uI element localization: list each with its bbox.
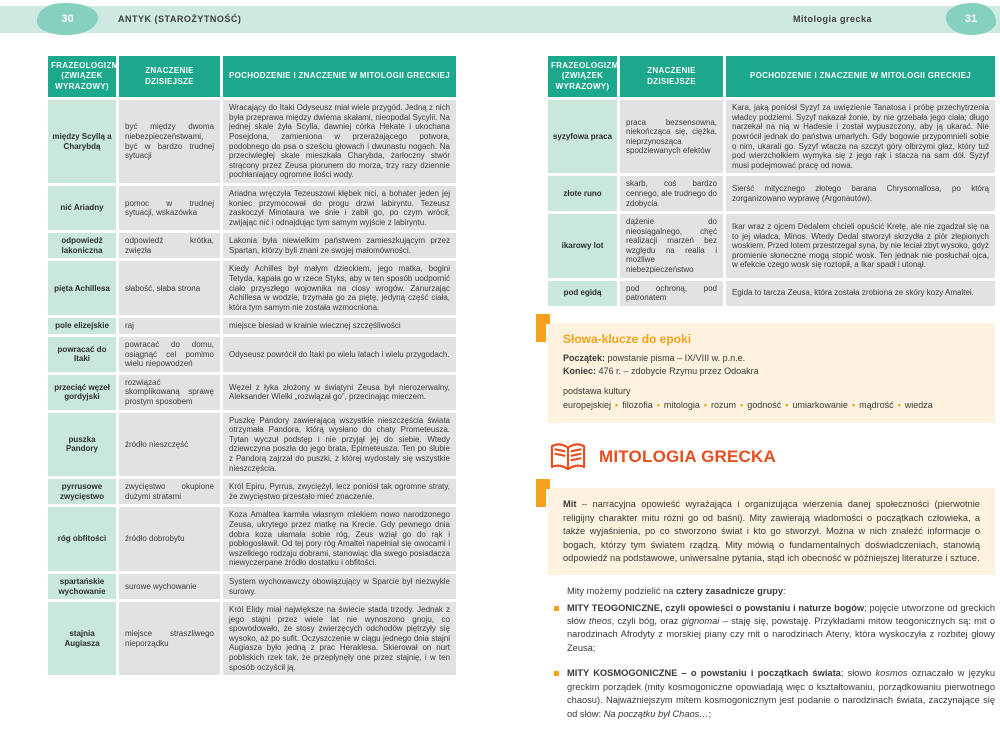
epoch-end-line [563,365,980,377]
start-label: Początek: [563,352,606,363]
table-row [48,375,456,410]
term-cell: ikarowy lot [548,214,620,278]
meaning-cell: dążenie do nieosiągalnego, chęć realizacji marzeń bez względu na realia i możliwe niebezpieczeństwo [620,214,726,278]
group-italic-term: gignomai [681,615,720,626]
term-cell: przeciąć węzeł gordyjski [48,375,119,410]
term-cell: złote runo [548,176,620,211]
table-header-row [548,56,995,97]
page-right [548,53,995,733]
corner-bracket-icon [536,479,550,507]
origin-cell: Kiedy Achilles był małym dzieckiem, jego matka, bogini Tetyda, kąpała go w rzece Styks, aby w ten sposób uodpornić ciało przyszłego wojownika na ciosy wrogów. Zanurzając Achillesa w wodzie, trzymała go za piętę, jedyną część ciała, która tym samym nie została wzmocniona. [223,261,456,315]
term-cell: spartańskie wychowanie [48,574,119,599]
bullet-separator-icon: • [785,399,789,410]
definition-box [548,488,995,575]
bullet-separator-icon: • [897,399,901,410]
keyword: mądrość [859,399,894,410]
origin-cell: miejsce biesiad w krainie wiecznej szczęśliwości [223,318,456,334]
term-cell: róg obfitości [48,507,119,571]
origin-cell: Odyseusz powrócił do Itaki po wielu latach i wielu przygodach. [223,337,456,372]
group-text: , czyli bóg, oraz [611,615,682,626]
group-text: ; pojęcie utworzone od greckich słów [567,602,995,626]
groups-intro-bold: cztery zasadnicze grupy [676,586,783,597]
keywords-box-title: Słowa-klucze do epoki [563,331,692,346]
end-text: 476 r. – zdobycie Rzymu przez Odoakra [598,366,759,376]
column-header: ZNACZENIE DZISIEJSZE [620,56,726,97]
groups-intro [567,585,995,598]
group-italic-term: kosmos [875,668,908,679]
meaning-cell: pomoc w trudnej sytuacji, wskazówka [119,186,223,230]
group-text: ; [708,708,712,719]
column-header: POCHODZENIE I ZNACZENIE W MITOLOGII GRECKIEJ [223,56,456,97]
running-head-right: Mitologia grecka [792,14,872,24]
meaning-cell: być między dwoma niebezpieczeństwami, być w bardzo trudnej sytuacji [119,100,223,183]
chapter-title: ANTYK (STAROŻYTNOŚĆ) [118,14,242,24]
term-cell: pyrrusowe zwycięstwo [48,479,119,504]
term-cell: między Scyllą a Charybdą [48,100,119,183]
meaning-cell: zwycięstwo okupione dużymi stratami [119,479,223,504]
groups-intro-prefix: Mity możemy podzielić na [567,586,677,597]
origin-cell: Wracający do Itaki Odyseusz miał wiele przygód. Jedną z nich była przeprawa między dwiema skałami, nieopodal Sycylii. Na jednej skale żyła Scylla, dawniej córka Hekate i ukochana Posejdona, zamieniona w przerażającego potwora, podobnego do psa o sześciu głowach i dwunastu nogach. Na przeciwległej skale mieszkała Charybda, żarłoczny stwór strącony przez Zeusa piorunem do morza, trzy razy dziennie pochłaniający ogromne ilości wody. [223,100,456,183]
origin-cell: Król Epiru, Pyrrus, zwyciężył, lecz poniósł tak ogromne straty, że zwycięstwo przestało mieć znaczenie. [223,479,456,504]
myth-group-theogonic [567,602,995,656]
epoch-start-line [563,352,980,364]
table-row [48,413,456,477]
group-text: – staję się, powstaję. Przykładami mitów teogonicznych są: mit o narodzinach Afrodyty z morskiej piany czy mit o narodzinach Ateny, która wyskoczyła z rozbitej głowy Zeusa; [567,615,996,653]
group-text: oznaczało w języku greckim porządek (mity kosmogoniczne opowiadają więc o kształtowaniu, porządkowaniu pierwotnego chaosu). Najważniejszym mitem kosmogonicznym jest podanie o narodzinach świata, zaczynające się od słów: [567,668,995,719]
origin-cell: Koza Amaltea karmiła własnym mlekiem nowo narodzonego Zeusa, ukrytego przez matkę na Krecie. Gdy pewnego dnia dobra koza ułamała sobie róg, Zeus wziął go do rąk i pobłogosławił. Od tej pory róg Amaltei napełniał się owocami i wszelkiego rodzaju dobrami, stanowiąc dla swego posiadacza niewyczerpane źródło dostatku i obfitości. [223,507,456,571]
bullet-separator-icon: • [851,399,856,410]
table-row [48,337,456,372]
meaning-cell: odpowiedź krótka, zwięzła [119,233,223,258]
term-cell: pod egidą [548,281,620,306]
open-book-icon [548,440,588,474]
origin-cell: Kara, jaką poniósł Syzyf za uwięzienie Tanatosa i próbę przechytrzenia władcy podziemi. Syzyf nakazał żonie, by nie grzebała jego ciała; długo narzekał na nią w Hadesie i został wypuszczony, aby ją ukarać. Nie powrócił jednak do państwa umarłych. Gdy bogowie przypomnieli sobie o nim, ukarali go. Syzyf wtacza na szczyt góry olbrzymi głaz, który tuż pod wierzchołkiem wymyka się z jego rąk i stacza na sam dół. Syzyf musi podejmować pracę od nowa. [726,100,995,173]
bullet-separator-icon: • [656,399,660,410]
meaning-cell: surowe wychowanie [119,574,223,599]
term-cell: powracać do Itaki [48,337,119,372]
group-bold-lead: MITY KOSMOGONICZNE – o powstaniu i początkach świata [567,668,841,679]
table-row [48,100,456,183]
table-row [48,507,456,571]
keywords-box [548,323,995,423]
column-header: FRAZEOLOGIZM (ZWIĄZEK WYRAZOWY) [548,56,620,97]
groups-intro-suffix: : [783,586,786,597]
meaning-cell: powracać do domu, osiągnąć cel pomimo wielu niepowodzeń [119,337,223,372]
keyword: mitologia [663,399,700,410]
column-header: POCHODZENIE I ZNACZENIE W MITOLOGII GRECKIEJ [726,56,995,97]
origin-cell: System wychowawczy obowiązujący w Sparcie był niezwykle surowy. [223,574,456,599]
keyword: godność [747,399,782,410]
group-bold-lead: MITY TEOGONICZNE, czyli opowieści o powstaniu i naturze bogów [567,602,865,613]
term-cell: pole elizejskie [48,318,119,334]
bullet-separator-icon: • [703,399,708,410]
keywords-list [563,385,980,412]
corner-bracket-icon [536,314,550,342]
meaning-cell: raj [119,318,223,334]
meaning-cell: pod ochroną, pod patronatem [620,281,726,306]
group-text: ; słowo [840,668,876,679]
phraseology-table-right [548,53,995,309]
keyword: podstawa kultury europejskiej [563,386,631,410]
origin-cell: Lakonia była niewielkim państwem zamieszkującym przez Spartan, którzy byli znani ze swojej małomówności. [223,233,456,258]
myth-group-cosmogonic [567,667,995,721]
term-cell: odpowiedź lakoniczna [48,233,119,258]
myth-groups-list [548,602,995,722]
table-row [548,214,995,278]
group-italic-term: Na początku był Chaos… [603,708,709,719]
origin-cell: Egida to tarcza Zeusa, która została zrobiona ze skóry kozy Amaltei. [726,281,995,306]
table-row [48,602,456,675]
meaning-cell: praca bezsensowna, niekończąca się, ciężka, nieprzynosząca spodziewanych efektów [620,100,726,173]
term-cell: puszka Pandory [48,413,119,477]
table-row [548,281,995,306]
phraseology-table-left [48,53,456,678]
origin-cell: Puszkę Pandory zawierającą wszystkie nieszczęścia świata otrzymała Pandora, którą wysłano do chaty Prometeusza. Tytan wyczuł podstęp i nie przyjął jej do siebie. Wtedy dziewczyna poszła do jego brata, Epimeteusza. Ten po ślubie z Pandorą zajrzał do puszki, z której wydostały się wszystkie nieszczęścia. [223,413,456,477]
table-row [548,176,995,211]
definition-term: Mit [563,499,577,510]
table-row [48,318,456,334]
table-row [48,186,456,230]
term-cell: pięta Achillesa [48,261,119,315]
origin-cell: Węzeł z łyka złożony w świątyni Zeusa był nierozerwalny, Aleksander Wielki „rozwiązał go”, przecinając mieczem. [223,375,456,410]
page-header-band [0,6,1000,33]
origin-cell: Ariadna wręczyła Tezeuszowi kłębek nici, a bohater jeden jej koniec przymocował do progu drzwi labiryntu. Tezeusz zaskoczył Minotaura we śnie i zabił go, po czym wrócił, zwijając nić i odnajdując tym samym wyjście z labiryntu. [223,186,456,230]
keyword: wiedza [904,399,933,410]
table-row [48,574,456,599]
bullet-separator-icon: • [740,399,744,410]
page-left [48,53,456,678]
meaning-cell: rozwiązać skomplikowaną sprawę prostym sposobem [119,375,223,410]
meaning-cell: źródło nieszczęść [119,413,223,477]
origin-cell: Ikar wraz z ojcem Dedalem chcieli opuścić Kretę, ale nie zgadzał się na to jej władca, Minos. Wtedy Dedal stworzył skrzydła z piór zlepionych woskiem. Przed lotem przestrzegał syna, by nie leciał zbyt wysoko, gdyż promienie słoneczne mogą stopić wosk. Ten jednak nie posłuchał ojca, w efekcie czego wosk się roztopił, a Ikar spadł i utonął. [726,214,995,278]
meaning-cell: słabość, słaba strona [119,261,223,315]
term-cell: nić Ariadny [48,186,119,230]
keyword: filozofia [622,399,653,410]
section-title: MITOLOGIA GRECKA [599,447,776,467]
term-cell: syzyfowa praca [548,100,620,173]
end-label: Koniec: [563,366,597,376]
table-row [548,100,995,173]
table-row [48,479,456,504]
meaning-cell: skarb, coś bardzo cennego, ale trudnego do zdobycia [620,176,726,211]
origin-cell: Król Elidy miał największe na świecie stada trzody. Jednak z jego stajni przez wiele lat nie wynoszono gnoju, co spowodowało, że stosy zwierzęcych odchodów piętrzyły się wysoko, aż po sufit. Oczyszczenie w ciągu jednego dnia stajni Augiasza było jedną z prac Heraklesa. Skierował on nurt pobliskich rzek tak, że przepłynęły one przez stajnię, i w ten sposób oczyścił ją. [223,602,456,675]
origin-cell: Sierść mitycznego złotego barana Chrysomallosa, po którą zorganizowano wyprawę (Argonautów). [726,176,995,211]
section-heading [548,440,995,474]
column-header: ZNACZENIE DZISIEJSZE [119,56,223,97]
table-header-row [48,56,456,97]
table-row [48,233,456,258]
keyword: rozum [711,399,737,410]
group-italic-term: theos [588,615,612,626]
term-cell: stajnia Augiasza [48,602,119,675]
meaning-cell: źródło dobrobytu [119,507,223,571]
meaning-cell: miejsce straszliwego nieporządku [119,602,223,675]
page-number-left: 30 [37,3,98,35]
table-row [48,261,456,315]
column-header: FRAZEOLOGIZM (ZWIĄZEK WYRAZOWY) [48,56,119,97]
start-text: powstanie pisma – IX/VIII w. p.n.e. [607,352,746,363]
keyword: umiarkowanie [792,399,848,410]
definition-text: – narracyjna opowieść wyrażająca i organizująca wierzenia danej społeczności (pierwotnie religijny charakter mitu różni go od baśni). Mity zawierają wiadomości o początkach człowieka, a także wyjaśnienia, po co stworzono świat i kto go stworzył. Można w nich znaleźć informacje o bogach, którzy tym światem rządzą. Mity mówią o fundamentalnych doświadczeniach, stanowią odpowiedź na podstawowe, uniwersalne pytania, stąd ich obecność w późniejszej literaturze i sztuce. [563,499,980,564]
bullet-separator-icon: • [615,399,619,410]
page-number-right: 31 [946,3,996,35]
